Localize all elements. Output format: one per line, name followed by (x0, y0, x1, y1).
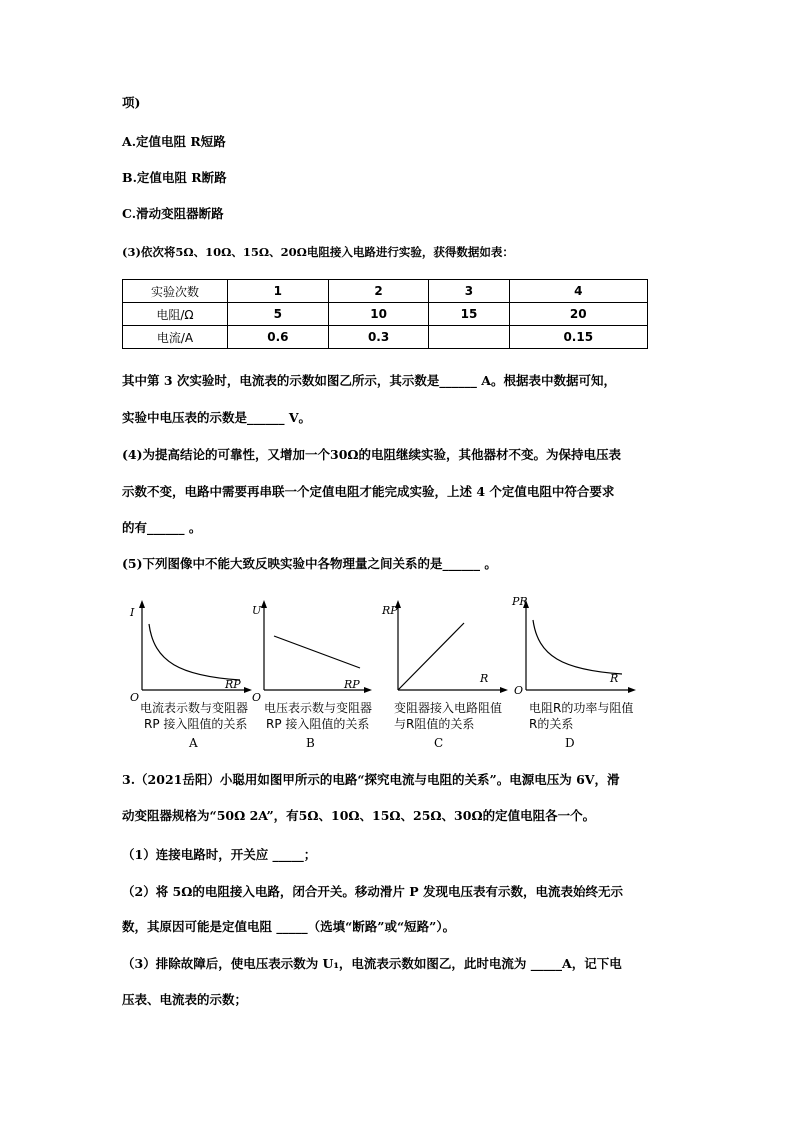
text-line: （1）连接电路时，开关应 _____； (122, 847, 317, 862)
table-cell: 0.3 (328, 326, 429, 349)
graph-a (130, 590, 260, 705)
graph-caption: 电流表示数与变阻器 RP 接入阻值的关系 (140, 701, 249, 731)
graph-letter: C (434, 736, 444, 750)
x-label: R (610, 672, 619, 685)
text-line: 实验中电压表的示数是______ V。 (122, 410, 312, 425)
table-cell: 3 (429, 280, 509, 303)
x-label: R (480, 672, 489, 685)
graph-letter: A (189, 736, 198, 750)
origin-label: O (130, 691, 140, 704)
table-row (123, 303, 648, 326)
arrow-icon (628, 687, 636, 693)
y-label: PR (512, 595, 528, 608)
curve (274, 636, 360, 668)
text-line: （2）将 5Ω的电阻接入电路，闭合开关。移动滑片 P 发现电压表有示数，电流表始终无示 (122, 884, 623, 899)
arrow-icon (139, 600, 145, 608)
text-line: 示数不变，电路中需要再串联一个定值电阻才能完成实验，上述 4 个定值电阻中符合要求 (122, 484, 615, 499)
text-line: 数，其原因可能是定值电阻 _____（选填“断路”或“短路”）。 (122, 919, 456, 934)
text-line: 动变阻器规格为“50Ω 2A”，有5Ω、10Ω、15Ω、25Ω、30Ω的定值电阻各一个。 (122, 808, 596, 823)
text-line: 项) (122, 95, 141, 110)
graph-caption: 变阻器接入电路阻值 与R阻值的关系 (394, 701, 503, 731)
question-5: (5)下列图像中不能大致反映实验中各物理量之间关系的是______ 。 (122, 556, 497, 571)
question-4: (4)为提高结论的可靠性，又增加一个30Ω的电阻继续实验，其他器材不变。为保持电压表 (122, 447, 622, 462)
table-row (123, 280, 648, 303)
table-cell: 5 (228, 303, 329, 326)
curve (398, 623, 464, 690)
text-line: 的有______ 。 (122, 520, 202, 535)
table-cell: 10 (328, 303, 429, 326)
table-row (123, 326, 648, 349)
origin-label: O (252, 691, 262, 704)
x-label: RP (225, 678, 241, 691)
option-a: A.定值电阻 R短路 (122, 134, 226, 149)
table-cell: 1 (228, 280, 329, 303)
arrow-icon (500, 687, 508, 693)
text-line: （3）排除故障后，使电压表示数为 U₁，电流表示数如图乙，此时电流为 _____A，记下电 (122, 956, 622, 971)
table-cell: 20 (509, 303, 647, 326)
y-label: RP (382, 604, 398, 617)
arrow-icon (261, 600, 267, 608)
question-3: (3)依次将5Ω、10Ω、15Ω、20Ω电阻接入电路进行实验，获得数据如表： (122, 245, 514, 259)
graph-caption: 电阻R的功率与阻值 R的关系 (529, 701, 634, 731)
curve (149, 624, 240, 680)
curve (533, 620, 622, 674)
table-cell: 实验次数 (123, 280, 228, 303)
question-heading: 3.（2021岳阳）小聪用如图甲所示的电路“探究电流与电阻的关系”。电源电压为 6V，滑 (122, 772, 620, 787)
option-b: B.定值电阻 R断路 (122, 170, 227, 185)
table-cell: 15 (429, 303, 509, 326)
table-cell: 0.15 (509, 326, 647, 349)
option-c: C.滑动变阻器断路 (122, 206, 224, 221)
data-table (122, 279, 648, 349)
table-cell: 4 (509, 280, 647, 303)
table-cell: 电阻/Ω (123, 303, 228, 326)
y-label: I (130, 606, 135, 619)
text-line: 其中第 3 次实验时，电流表的示数如图乙所示，其示数是______ A。根据表中数据可知， (122, 373, 616, 388)
text-line: 压表、电流表的示数； (122, 992, 248, 1007)
arrow-icon (244, 687, 252, 693)
origin-label: O (514, 684, 524, 697)
table-cell: 2 (328, 280, 429, 303)
graph-b (252, 590, 382, 705)
graph-caption: 电压表示数与变阻器 RP 接入阻值的关系 (264, 701, 373, 731)
table-cell: 电流/A (123, 326, 228, 349)
graph-c (382, 590, 516, 705)
arrow-icon (364, 687, 372, 693)
graph-letter: B (306, 736, 315, 750)
x-label: RP (344, 678, 360, 691)
graph-letter: D (565, 736, 575, 750)
graph-d (514, 590, 644, 705)
table-cell (429, 326, 509, 349)
y-label: U (252, 604, 262, 617)
table-cell: 0.6 (228, 326, 329, 349)
